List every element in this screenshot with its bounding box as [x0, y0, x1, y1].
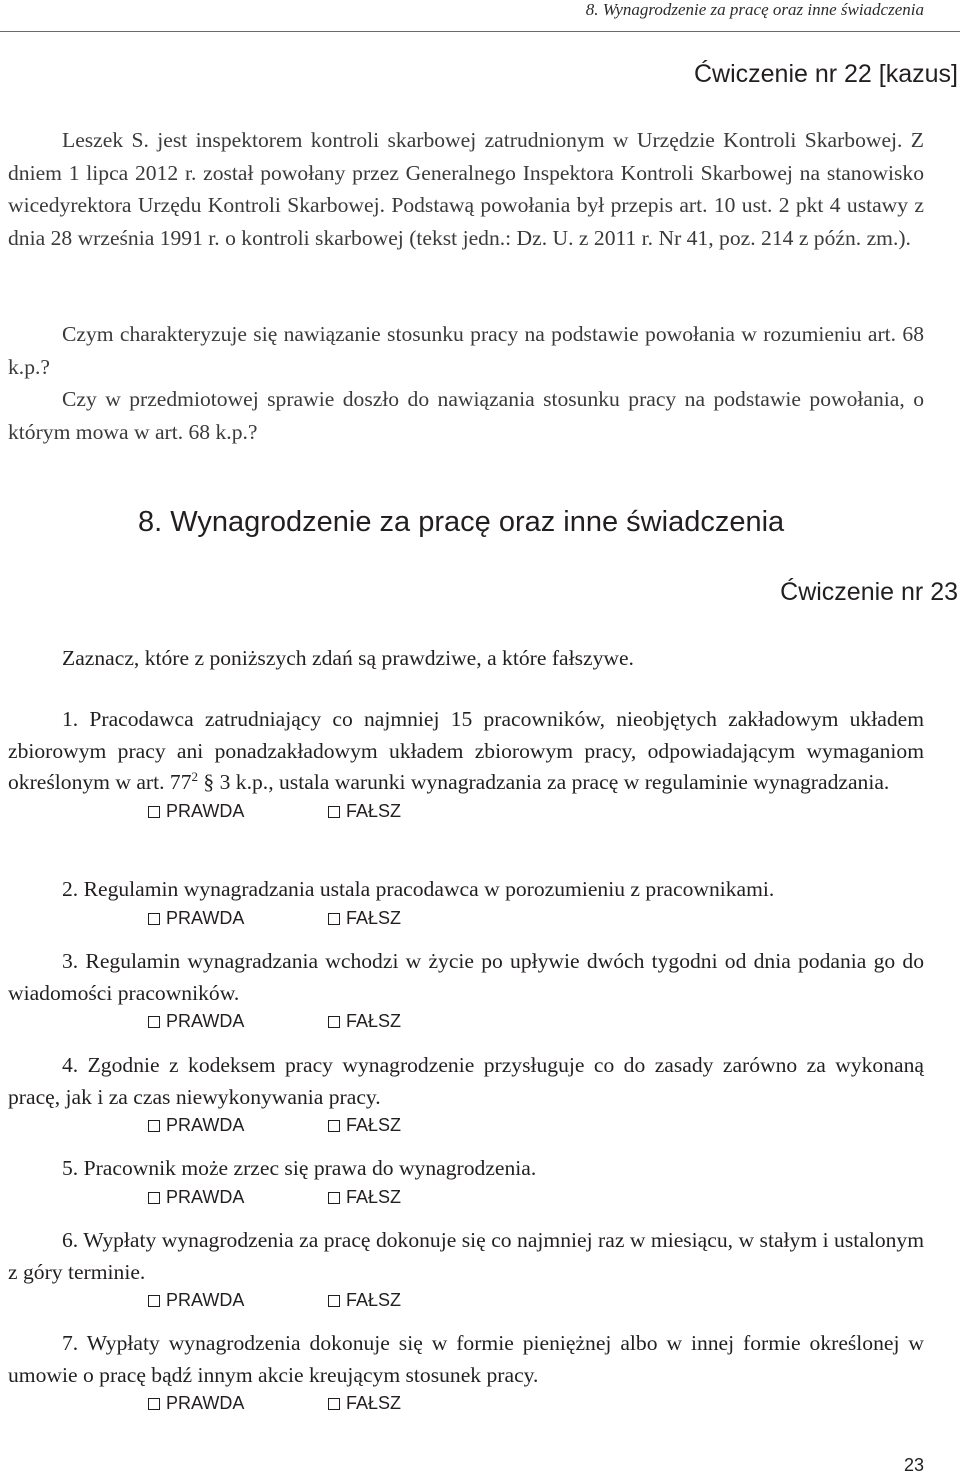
false-option-label: FAŁSZ	[346, 1186, 402, 1207]
false-option[interactable]	[328, 1290, 401, 1311]
true-option[interactable]	[148, 801, 244, 822]
running-head: 8. Wynagrodzenie za pracę oraz inne świadczenia	[585, 0, 924, 19]
statement-item	[8, 704, 924, 829]
question-1-text: Czym charakteryzuje się nawiązanie stosunku pracy na podstawie powołania w rozumieniu art. 68 k.p.?	[8, 322, 924, 379]
checkbox-icon[interactable]	[328, 1192, 340, 1204]
true-false-options	[8, 1288, 924, 1318]
true-false-options	[8, 799, 924, 829]
checkbox-icon[interactable]	[148, 806, 160, 818]
checkbox-icon[interactable]	[148, 913, 160, 925]
checkbox-icon[interactable]	[328, 1398, 340, 1410]
checkbox-icon[interactable]	[328, 1295, 340, 1307]
true-option[interactable]	[148, 1187, 244, 1208]
statement-item	[8, 1328, 924, 1421]
statement-superscript: 2	[191, 768, 199, 784]
page-number: 23	[903, 1455, 924, 1475]
false-option-label: FAŁSZ	[346, 1115, 402, 1135]
false-option-label: FAŁSZ	[346, 1290, 402, 1310]
statement-text	[8, 1328, 924, 1391]
true-option-label: PRAWDA	[166, 1186, 245, 1207]
exercise-23-title: Ćwiczenie nr 23	[780, 578, 958, 606]
false-option[interactable]	[328, 801, 401, 822]
statement-text-main: 7. Wypłaty wynagrodzenia dokonuje się w formie pieniężnej albo w innej formie określonej w umowie o pracę bądź innym akcie kreującym stosunek pracy.	[8, 1331, 924, 1387]
true-option[interactable]	[148, 1011, 244, 1032]
true-option-label: PRAWDA	[166, 907, 245, 928]
statement-text-cont: § 3 k.p., ustala warunki wynagradzania za pracę w regulaminie wynagradzania.	[198, 770, 890, 794]
false-option[interactable]	[328, 908, 401, 929]
false-option-label: FAŁSZ	[346, 800, 402, 821]
false-option[interactable]	[328, 1011, 401, 1032]
statement-text	[8, 946, 924, 1009]
exercise-22-title: Ćwiczenie nr 22 [kazus]	[693, 60, 958, 88]
true-false-options	[8, 906, 924, 936]
statement-text-main: 4. Zgodnie z kodeksem pracy wynagrodzenie przysługuje co do zasady zarówno za wykonaną pracę, jak i za czas niewykonywania pracy.	[8, 1053, 924, 1109]
true-option-label: PRAWDA	[166, 1011, 245, 1031]
statement-text	[8, 1153, 924, 1185]
true-false-options	[8, 1185, 924, 1215]
checkbox-icon[interactable]	[148, 1120, 160, 1132]
case-questions	[8, 318, 924, 448]
true-false-options	[8, 1113, 924, 1143]
true-option-label: PRAWDA	[166, 800, 245, 821]
checkbox-icon[interactable]	[148, 1016, 160, 1028]
false-option-label: FAŁSZ	[346, 1011, 402, 1031]
statement-item	[8, 946, 924, 1039]
true-option-label: PRAWDA	[166, 1290, 245, 1310]
true-option[interactable]	[148, 1290, 244, 1311]
true-option[interactable]	[148, 908, 244, 929]
exercise-instruction	[8, 642, 924, 675]
checkbox-icon[interactable]	[328, 913, 340, 925]
false-option[interactable]	[328, 1187, 401, 1208]
checkbox-icon[interactable]	[148, 1295, 160, 1307]
true-false-options	[8, 1009, 924, 1039]
statement-text-main: 3. Regulamin wynagradzania wchodzi w życie po upływie dwóch tygodni od dnia podania go do wiadomości pracowników.	[8, 949, 924, 1005]
checkbox-icon[interactable]	[148, 1398, 160, 1410]
statement-text-main: 5. Pracownik może zrzec się prawa do wynagrodzenia.	[62, 1156, 537, 1180]
false-option-label: FAŁSZ	[346, 1393, 402, 1413]
chapter-title: 8. Wynagrodzenie za pracę oraz inne świadczenia	[138, 506, 785, 538]
true-option-label: PRAWDA	[166, 1115, 245, 1135]
checkbox-icon[interactable]	[328, 806, 340, 818]
true-false-options	[8, 1391, 924, 1421]
instruction-text: Zaznacz, które z poniższych zdań są prawdziwe, a które fałszywe.	[62, 646, 634, 670]
true-option[interactable]	[148, 1115, 244, 1136]
checkbox-icon[interactable]	[328, 1120, 340, 1132]
true-option[interactable]	[148, 1393, 244, 1414]
question-2-text: Czy w przedmiotowej sprawie doszło do nawiązania stosunku pracy na podstawie powołania, o którym mowa w art. 68 k.p.?	[8, 387, 924, 444]
statement-text-main: 2. Regulamin wynagradzania ustala pracodawca w porozumieniu z pracownikami.	[62, 877, 775, 901]
question-1	[8, 318, 924, 383]
statement-text	[8, 1225, 924, 1288]
statement-text	[8, 874, 924, 906]
statement-text-main: 1. Pracodawca zatrudniający co najmniej 15 pracowników, nieobjętych zakładowym układem zbiorowym pracy ani ponadzakładowym układem zbiorowym pracy, odpowiadającym wymaganiom określonym w art. 77	[8, 707, 924, 794]
case-description	[8, 124, 924, 254]
false-option[interactable]	[328, 1115, 401, 1136]
header-rule	[0, 31, 960, 32]
checkbox-icon[interactable]	[328, 1016, 340, 1028]
false-option-label: FAŁSZ	[346, 907, 402, 928]
true-option-label: PRAWDA	[166, 1393, 245, 1413]
statement-item	[8, 1225, 924, 1318]
statement-text-main: 6. Wypłaty wynagrodzenia za pracę dokonuje się co najmniej raz w miesiącu, w stałym i ustalonym z góry terminie.	[8, 1228, 924, 1284]
statement-item	[8, 1153, 924, 1215]
statement-item	[8, 874, 924, 936]
question-2	[8, 383, 924, 448]
false-option[interactable]	[328, 1393, 401, 1414]
statement-text	[8, 1050, 924, 1113]
case-text: Leszek S. jest inspektorem kontroli skarbowej zatrudnionym w Urzędzie Kontroli Skarbowej. Z dniem 1 lipca 2012 r. został powołany przez Generalnego Inspektora Kontroli Skarbowej na stanowisko wicedyrektora Urzędu Kontroli Skarbowej. Podstawą powołania był przepis art. 10 ust. 2 pkt 4 ustawy z dnia 28 września 1991 r. o kontroli skarbowej (tekst jedn.: Dz. U. z 2011 r. Nr 41, poz. 214 z późn. zm.).	[8, 128, 924, 250]
statement-item	[8, 1050, 924, 1143]
statement-text	[8, 704, 924, 799]
checkbox-icon[interactable]	[148, 1192, 160, 1204]
